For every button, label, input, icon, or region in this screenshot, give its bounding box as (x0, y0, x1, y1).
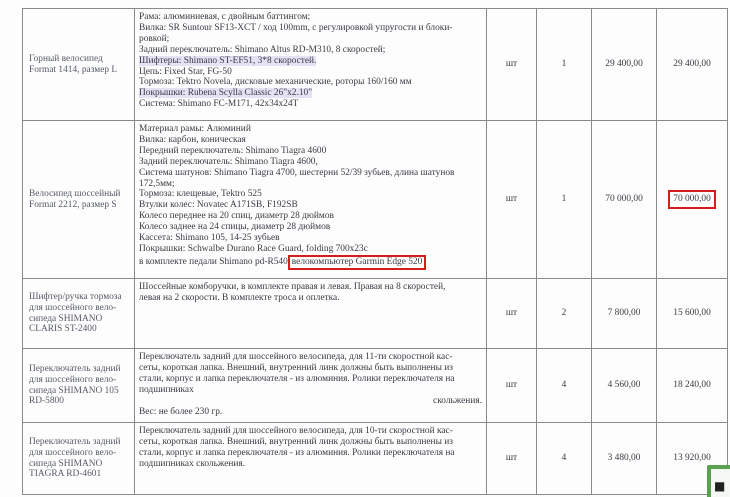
description-line: подшипниках (139, 384, 194, 395)
description-line: стали, корпус и лапка переключателя - из алюминия. Ролики переключателя на (139, 373, 455, 384)
description-line: Система: Shimano FC-M171, 42x34x24T (139, 99, 299, 110)
description-line (139, 56, 482, 67)
item-description-cell (135, 349, 487, 423)
description-line: скольжения. (433, 395, 482, 406)
description-line: Переключатель задний для шоссейного велосипеда, для 10-ти скоростной кас- (139, 426, 453, 436)
item-description-cell (135, 121, 487, 279)
description-line: Рама: алюминиевая, с двойным баттингом; (139, 12, 311, 22)
unit-cell: шт (487, 121, 537, 279)
description-text: в комплекте педали Shimano pd-R540 (139, 256, 288, 267)
sum-cell (657, 121, 728, 279)
unit-cell: шт (487, 9, 537, 121)
item-name-cell (23, 349, 135, 423)
description-line: Колесо переднее на 20 спиц, диаметр 28 дюймов (139, 211, 334, 222)
item-name: Переключатель задний для шоссейного вело-сипеда SHIMANO 105 RD-5800 (29, 363, 121, 407)
item-name: Велосипед шоссейный Format 2212, размер S (29, 188, 121, 210)
description-line: Тормоза: клещевые, Tektro 525 (139, 189, 262, 200)
description-line: Втулки колес: Novatec A171SB, F192SB (139, 200, 298, 211)
description-line: левая на 2 скорости. В комплекте троса и оплетка. (139, 292, 340, 303)
table-row (23, 349, 728, 423)
description-line: ровкой; (139, 33, 170, 44)
description-line: сеты, короткая лапка. Внешний, внутренний линк должны быть выполнены из (139, 362, 453, 373)
price-cell: 70 000,00 (592, 121, 657, 279)
description-line: Вес: не более 230 гр. (139, 406, 223, 417)
quantity-cell: 1 (537, 9, 592, 121)
quantity-cell: 4 (537, 349, 592, 423)
price-cell: 29 400,00 (592, 9, 657, 121)
badge-glyph-icon: ■ (714, 479, 726, 493)
description-line: Покрышки: Schwalbe Durano Race Guard, folding 700x23c (139, 243, 368, 254)
table-row (23, 279, 728, 349)
price-cell: 7 800,00 (592, 279, 657, 349)
description-line: сеты, короткая лапка. Внешний, внутренний линк должны быть выполнены из (139, 436, 453, 447)
specification-table (22, 8, 728, 495)
table-row (23, 423, 728, 495)
selected-text: Шифтеры: Shimano ST-EF51, 3*8 скоростей. (139, 55, 317, 66)
item-name: Горный велосипед Format 1414, размер L (29, 53, 118, 75)
description-line: Вилка: карбон, коническая (139, 134, 246, 145)
description-line (139, 255, 482, 270)
selected-text: Покрышки: Rubena Scylla Classic 26"x2.10" (139, 88, 313, 99)
description-line: Цепь: Fixed Star, FG-50 (139, 66, 232, 77)
description-line: стали, корпус и лапка переключателя - из алюминия. Ролики переключателя на (139, 447, 455, 458)
item-description-cell (135, 279, 487, 349)
item-name-cell (23, 423, 135, 495)
quantity-cell: 1 (537, 121, 592, 279)
sum-cell: 15 600,00 (657, 279, 728, 349)
unit-cell: шт (487, 349, 537, 423)
quantity-cell: 4 (537, 423, 592, 495)
item-description-cell (135, 423, 487, 495)
description-line: Кассета: Shimano 105, 14-25 зубьев (139, 233, 280, 244)
item-name: Переключатель задний для шоссейного вело-сипеда SHIMANO TIAGRA RD-4601 (29, 436, 121, 480)
quantity-cell: 2 (537, 279, 592, 349)
description-line: 172,5мм; (139, 178, 175, 189)
corner-badge-icon[interactable] (707, 465, 730, 497)
item-description-cell (135, 9, 487, 121)
description-line: Материал рамы: Алюминий (139, 124, 251, 134)
description-line: Тормоза: Tektro Novela, дисковые механические, роторы 160/160 мм (139, 77, 412, 88)
item-name-cell (23, 279, 135, 349)
description-line: Задний переключатель: Shimano Tiagra 4600, (139, 156, 318, 167)
unit-cell: шт (487, 279, 537, 349)
table-row (23, 121, 728, 279)
description-line: Колесо заднее на 24 спицы, диаметр 28 дюймов (139, 222, 331, 233)
description-line: Переключатель задний для шоссейного велосипеда, для 11-ти скоростной кас- (139, 352, 453, 362)
description-line: Шоссейные комборучки, в комплекте правая и левая. Правая на 8 скоростей, (139, 282, 446, 292)
description-line: Система шатунов: Shimano Tiagra 4700, шестерни 52/39 зубьев, длина шатунов (139, 167, 455, 178)
description-line: Вилка: SR Suntour SF13-XCT / ход 100mm, с регулировкой упругости и блоки- (139, 22, 453, 33)
highlighted-annotation: велокомпьютер Garmin Edge 520 (288, 255, 427, 270)
price-cell: 3 480,00 (592, 423, 657, 495)
item-name-cell (23, 121, 135, 279)
description-line: Задний переключатель: Shimano Altus RD-M310, 8 скоростей; (139, 44, 386, 55)
item-name: Шифтер/ручка тормоза для шоссейного вело-сипеда SHIMANO CLARIS ST-2400 (29, 291, 122, 335)
sum-cell: 13 920,00 (657, 423, 728, 495)
table-row (23, 9, 728, 121)
item-name-cell (23, 9, 135, 121)
description-line (139, 88, 482, 99)
description-line: Передний переключатель: Shimano Tiagra 4600 (139, 145, 327, 156)
description-line: подшипниках скольжения. (139, 458, 246, 469)
unit-cell: шт (487, 423, 537, 495)
sum-cell: 29 400,00 (657, 9, 728, 121)
sum-cell: 18 240,00 (657, 349, 728, 423)
price-cell: 4 560,00 (592, 349, 657, 423)
highlighted-sum: 70 000,00 (668, 190, 716, 209)
